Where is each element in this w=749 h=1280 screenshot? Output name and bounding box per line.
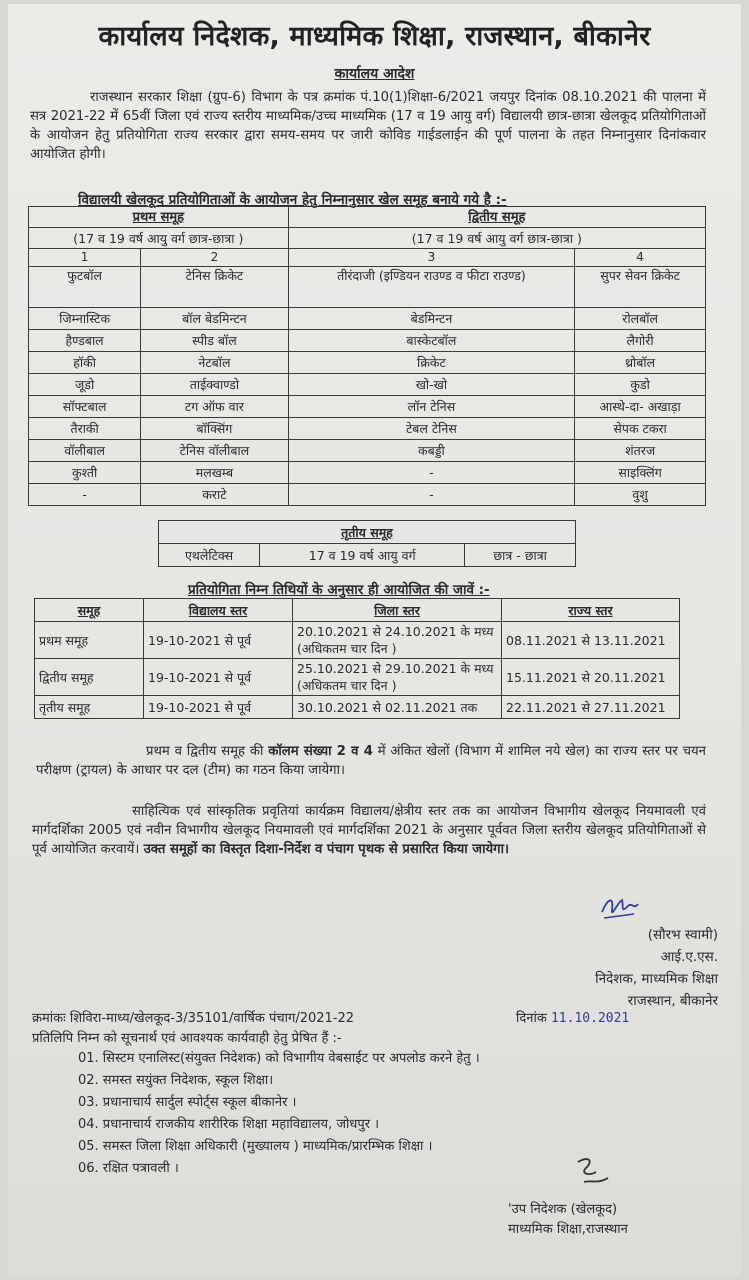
sport-cell: बॉल बेडमिन्टन — [141, 308, 288, 330]
sport-cell: थ्रोबॉल — [575, 352, 706, 374]
schedule-header: समूह — [35, 599, 144, 622]
para2-bold-text: कॉलम संख्या 2 व 4 — [268, 744, 373, 759]
list-item: 05. समस्त जिला शिक्षा अधिकारी (मुख्यालय ) माध्यमिक/प्रारम्भिक शिक्षा । — [78, 1139, 433, 1154]
column-number: 4 — [575, 249, 706, 267]
table-row — [29, 330, 706, 352]
cultural-paragraph — [32, 802, 706, 859]
column-number: 3 — [288, 249, 575, 267]
table-row — [29, 374, 706, 396]
office-title: कार्यालय निदेशक, माध्यमिक शिक्षा, राजस्थान, बीकानेर — [98, 21, 651, 52]
team-selection-paragraph — [36, 742, 706, 780]
sport-cell: शंतरज — [575, 440, 706, 462]
sport-cell: जूडो — [29, 374, 141, 396]
sport-cell: टेनिस क्रिकेट — [141, 267, 288, 308]
sport-cell: टेनिस वॉलीबाल — [141, 440, 288, 462]
signatory-place: राजस्थान, बीकानेर — [627, 993, 718, 1009]
date-label: दिनांक — [516, 1011, 547, 1026]
issue-date — [516, 1008, 629, 1026]
schedule-cell: 19-10-2021 से पूर्व — [144, 659, 293, 696]
column-number: 2 — [141, 249, 288, 267]
para3-text: साहित्यिक एवं सांस्कृतिक प्रवृतियां कार्यक्रम विद्यालय/क्षेत्रीय स्तर तक का आयोजन विभागीय खेलकूद नियमावली एवं मार्गदर्शिका 2005 एवं नवीन विभागीय खेलकूद नियमावली एवं मार्गदर्शिका 2021 के अनुसार पूर्ववत जिला स्तरीय खेलकूद प्रतियोगिताओं से पूर्व आयोजित करवायें। — [32, 804, 706, 857]
sport-cell: बेडमिन्टन — [288, 308, 575, 330]
sport-cell: कुश्ती — [29, 462, 141, 484]
sport-cell: कराटे — [141, 484, 288, 506]
sport-cell: वुशु — [575, 484, 706, 506]
footer-signatory — [508, 1200, 628, 1240]
third-group-table — [158, 520, 576, 567]
footer-designation: 'उप निदेशक (खेलकूद) — [508, 1202, 618, 1217]
schedule-header: राज्य स्तर — [502, 599, 680, 622]
sport-cell: साइक्लिंग — [575, 462, 706, 484]
sport-cell: क्रिकेट — [288, 352, 575, 374]
para3-bold-text: उक्त समूहों का विस्तृत दिशा-निर्देश व पंचाग पृथक से प्रसारित किया जायेगा। — [143, 842, 509, 857]
schedule-table — [34, 598, 680, 719]
sport-cell: सेपक टकरा — [575, 418, 706, 440]
third-group-gender: छात्र - छात्रा — [465, 544, 576, 567]
list-item: 02. समस्त सयुंक्त निदेशक, स्कूल शिक्षा। — [78, 1073, 274, 1088]
group1-subtitle: (17 व 19 वर्ष आयु वर्ग छात्र-छात्रा ) — [29, 228, 289, 249]
table-row — [35, 622, 680, 659]
table-row — [29, 352, 706, 374]
sport-cell: सुपर सेवन क्रिकेट — [575, 267, 706, 308]
list-item: 01. सिस्टम एनालिस्ट(संयुक्त निदेशक) को विभागीय वेबसाईट पर अपलोड करने हेतु । — [78, 1051, 480, 1066]
signature-mark — [598, 892, 642, 926]
third-group-sport: एथलेटिक्स — [159, 544, 260, 567]
copy-list — [78, 1048, 480, 1180]
schedule-header: जिला स्तर — [293, 599, 502, 622]
table-row — [29, 462, 706, 484]
table-row — [35, 696, 680, 719]
schedule-heading: प्रतियोगिता निम्न तिथियों के अनुसार ही आयोजित की जावें :- — [188, 582, 490, 598]
signatory-name: (सौरभ स्वामी) — [647, 927, 718, 943]
sport-cell: ताईक्वाण्डो — [141, 374, 288, 396]
signatory-block — [528, 924, 718, 1012]
schedule-cell: 19-10-2021 से पूर्व — [144, 696, 293, 719]
schedule-cell: 25.10.2021 से 29.10.2021 के मध्य (अधिकतम चार दिन ) — [293, 659, 502, 696]
copy-heading: प्रतिलिपि निम्न को सूचनार्थ एवं आवश्यक कार्यवाही हेतु प्रेषित हैं :- — [32, 1031, 342, 1046]
schedule-cell: 20.10.2021 से 24.10.2021 के मध्य (अधिकतम चार दिन ) — [293, 622, 502, 659]
sport-cell: रोलबॉल — [575, 308, 706, 330]
list-item: 06. रक्षित पत्रावली । — [78, 1161, 179, 1176]
sports-groups-table — [28, 206, 706, 506]
third-group-title: तृतीय समूह — [159, 521, 576, 544]
table-row — [35, 659, 680, 696]
signatory-service: आई.ए.एस. — [660, 949, 718, 965]
sport-cell: नेटबॉल — [141, 352, 288, 374]
para2-text: प्रथम व द्वितीय समूह की — [146, 744, 269, 759]
sport-cell: कुडो — [575, 374, 706, 396]
signatory-designation: निदेशक, माध्यमिक शिक्षा — [595, 971, 718, 987]
schedule-cell: प्रथम समूह — [35, 622, 144, 659]
order-subtitle: कार्यालय आदेश — [334, 66, 415, 82]
sport-cell: स्पीड बॉल — [141, 330, 288, 352]
reference-number: क्रमांकः शिविरा-माध्य/खेलकूद-3/35101/वार्षिक पंचाग/2021-22 — [32, 1011, 355, 1026]
schedule-cell: 15.11.2021 से 20.11.2021 — [502, 659, 680, 696]
schedule-header: विद्यालय स्तर — [144, 599, 293, 622]
schedule-cell: द्वितीय समूह — [35, 659, 144, 696]
table-row — [29, 484, 706, 506]
sport-cell: बॉक्सिंग — [141, 418, 288, 440]
table-row — [29, 440, 706, 462]
sport-cell: कबड्डी — [288, 440, 575, 462]
groups-heading: विद्यालयी खेलकूद प्रतियोगिताओं के आयोजन हेतु निम्नानुसार खेल समूह बनाये गये है :- — [78, 192, 507, 208]
list-item: 03. प्रधानाचार्य सार्दुल स्पोर्ट्स स्कूल बीकानेर । — [78, 1095, 297, 1110]
sport-cell: तैराकी — [29, 418, 141, 440]
sport-cell: तीरंदाजी (इण्डियन राउण्ड व फीटा राउण्ड) — [288, 267, 575, 308]
group2-subtitle: (17 व 19 वर्ष आयु वर्ग छात्र-छात्रा ) — [288, 228, 705, 249]
sport-cell: खो-खो — [288, 374, 575, 396]
para2-text-end: में अंकित खेलों (विभाग में शामिल नये खेल) का राज्य स्तर पर चयन परीक्षण (ट्रायल) के आधार पर दल (टीम) का गठन किया जायेगा। — [36, 744, 706, 778]
schedule-cell: 08.11.2021 से 13.11.2021 — [502, 622, 680, 659]
third-group-age: 17 व 19 वर्ष आयु वर्ग — [260, 544, 465, 567]
footer-department: माध्यमिक शिक्षा,राजस्थान — [508, 1222, 628, 1237]
sport-cell: बास्केटबॉल — [288, 330, 575, 352]
sport-cell: आस्थे-दा- अखाड़ा — [575, 396, 706, 418]
sport-cell: टेबल टेनिस — [288, 418, 575, 440]
sport-cell: फुटबॉल — [29, 267, 141, 308]
list-item: 04. प्रधानाचार्य राजकीय शारीरिक शिक्षा महाविद्यालय, जोधपुर । — [78, 1117, 380, 1132]
sport-cell: टग ऑफ वार — [141, 396, 288, 418]
sport-cell: लॉन टेनिस — [288, 396, 575, 418]
sport-cell: लैगोरी — [575, 330, 706, 352]
table-row — [29, 396, 706, 418]
sport-cell: - — [29, 484, 141, 506]
group2-title: द्वितीय समूह — [288, 207, 705, 228]
date-value: 11.10.2021 — [550, 1011, 630, 1026]
column-number: 1 — [29, 249, 141, 267]
sport-cell: हैण्डबाल — [29, 330, 141, 352]
sport-cell: - — [288, 462, 575, 484]
sport-cell: मलखम्ब — [141, 462, 288, 484]
sport-cell: जिम्नास्टिक — [29, 308, 141, 330]
sport-cell: - — [288, 484, 575, 506]
schedule-cell: 22.11.2021 से 27.11.2021 — [502, 696, 680, 719]
intro-paragraph: राजस्थान सरकार शिक्षा (ग्रुप-6) विभाग के पत्र क्रमांक पं.10(1)शिक्षा-6/2021 जयपुर दिनांक 08.10.2021 की पालना में सत्र 2021-22 में 65वीं जिला एवं राज्य स्तरीय माध्यमिक/उच्च माध्यमिक (17 व 19 आयु वर्ग) विद्यालयी छात्र-छात्रा खेलकूद प्रतियोगिताओं के आयोजन हेतु प्रतियोगिता राज्य सरकार द्वारा समय-समय पर जारी कोविड गाईडलाईन की पूर्ण पालना के तहत निम्नानुसार दिनांकवार आयोजित होगी। — [30, 90, 706, 162]
schedule-cell: 30.10.2021 से 02.11.2021 तक — [293, 696, 502, 719]
group1-title: प्रथम समूह — [29, 207, 289, 228]
schedule-cell: तृतीय समूह — [35, 696, 144, 719]
schedule-cell: 19-10-2021 से पूर्व — [144, 622, 293, 659]
sport-cell: सॉफ्टबाल — [29, 396, 141, 418]
deputy-signature-mark — [568, 1154, 618, 1194]
document-page — [8, 4, 741, 1276]
table-row — [29, 308, 706, 330]
sport-cell: हॉकी — [29, 352, 141, 374]
table-row — [29, 418, 706, 440]
sport-cell: वॉलीबाल — [29, 440, 141, 462]
